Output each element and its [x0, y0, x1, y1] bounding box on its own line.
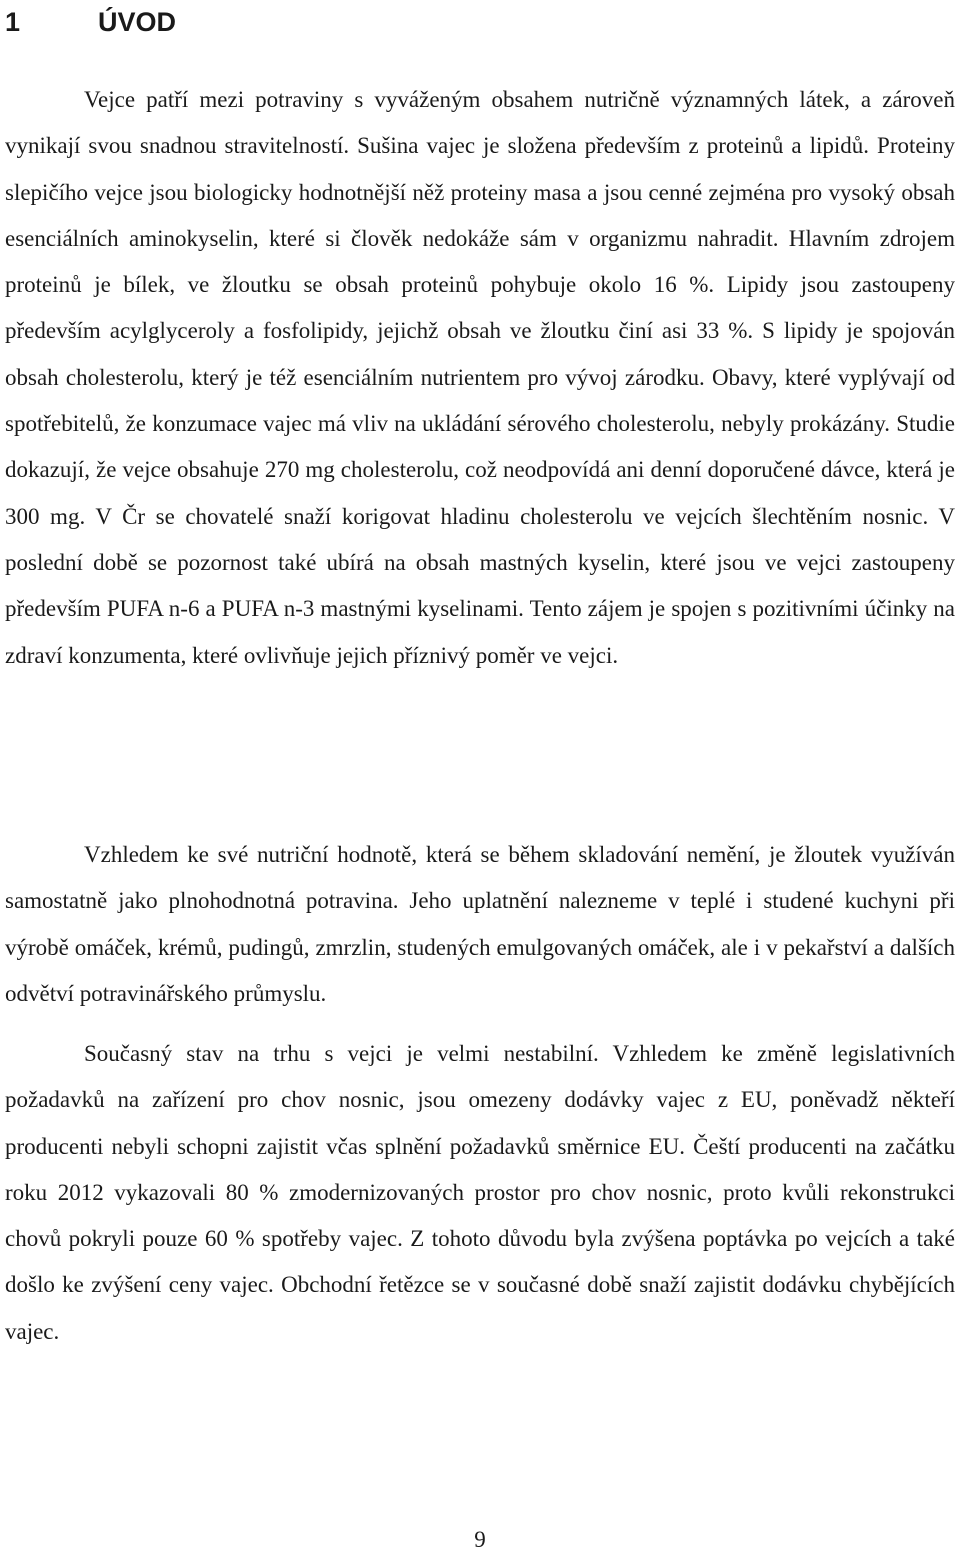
paragraph-market-situation: Současný stav na trhu s vejci je velmi nestabilní. Vzhledem ke změně legislativních požadavků na zařízení pro chov nosnic, jsou omezeny dodávky vajec z EU, poněvadž někteří producenti nebyli schopni zajistit včas splnění požadavků směrnice EU. Čeští producenti na začátku roku 2012 vykazovali 80 % zmodernizovaných prostor pro chov nosnic, proto kvůli rekonstrukci chovů pokryli pouze 60 % spotřeby vajec. Z tohoto důvodu byla zvýšena poptávka po vejcích a také došlo ke zvýšení ceny vajec. Obchodní řetězce se v současné době snaží zajistit dodávku chybějících vajec.	[5, 1041, 955, 1344]
chapter-title: ÚVOD	[98, 7, 177, 37]
page-number: 9	[474, 1527, 486, 1552]
paragraph-nutrition: Vejce patří mezi potraviny s vyváženým obsahem nutričně významných látek, a zároveň vynikají svou snadnou stravitelností. Sušina vajec je složena především z proteinů a lipidů. Proteiny slepičího vejce jsou biologicky hodnotnější něž proteiny masa a jsou cenné zejména pro vysoký obsah esenciálních aminokyselin, které si člověk nedokáže sám v organizmu nahradit. Hlavním zdrojem proteinů je bílek, ve žloutku se obsah proteinů pohybuje okolo 16 %. Lipidy jsou zastoupeny především acylglyceroly a fosfolipidy, jejichž obsah ve žloutku činí asi 33 %. S lipidy je spojován obsah cholesterolu, který je též esenciálním nutrientem pro vývoj zárodku. Obavy, které vyplývají od spotřebitelů, že konzumace vajec má vliv na ukládání sérového cholesterolu, nebyly prokázány. Studie dokazují, že vejce obsahuje 270 mg cholesterolu, což neodpovídá ani denní doporučené dávce, která je 300 mg. V Čr se chovatelé snaží korigovat hladinu cholesterolu ve vejcích šlechtěním nosnic. V poslední době se pozornost také ubírá na obsah mastných kyselin, které jsou ve vejci zastoupeny především PUFA n-6 a PUFA n-3 mastnými kyselinami. Tento zájem je spojen s pozitivními účinky na zdraví konzumenta, které ovlivňuje jejich příznivý poměr ve vejci.	[5, 87, 955, 668]
chapter-heading	[5, 2, 176, 42]
paragraph-yolk-usage: Vzhledem ke své nutriční hodnotě, která se během skladování nemění, je žloutek využíván samostatně jako plnohodnotná potravina. Jeho uplatnění nalezneme v teplé i studené kuchyni při výrobě omáček, krémů, pudingů, zmrzlin, studených emulgovaných omáček, ale i v pekařství a dalších odvětví potravinářského průmyslu.	[5, 842, 955, 1006]
chapter-number: 1	[5, 7, 21, 37]
